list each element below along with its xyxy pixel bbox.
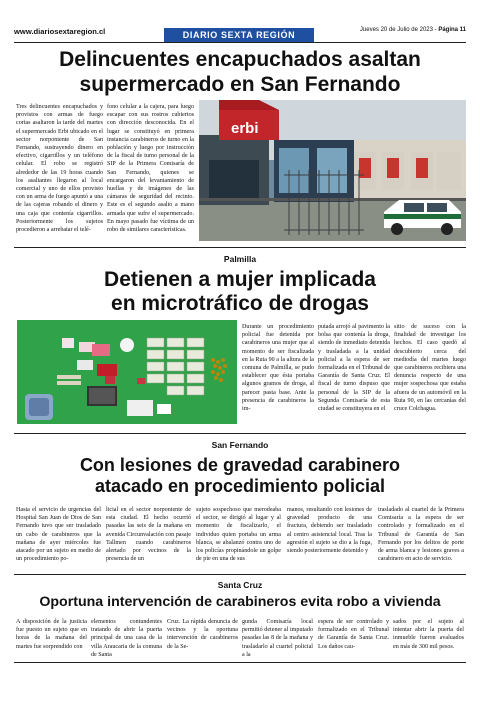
story1-col2: fono celular a la cajera, para luego escapar con sus rostros cubiertos con dirección desconocida. En el lugar se constituyó en primera instancia carabineros de turno en la población y luego por instrucción de la fiscal de turno personal de la SIP de la Primera Comisaría de San Fernando, quienes se encargaron del levantamiento de huellas y de imágenes de las cámaras de seguridad del recinto. Este es el segundo asalto a mano armada que sufre el supermercado. En mayo pasado fue víctima de un robo de similares características. <box>107 104 194 234</box>
masthead <box>14 24 466 42</box>
story4-col6: sados por el sujeto al intentar abrir la puerta del inmueble fueron avaluados en más de 300 mil pesos. <box>393 619 464 650</box>
seized-drugs-photo <box>17 320 237 424</box>
story2-col3: sitio de suceso con la finalidad de investigar los hechos. El caso quedó al descubierto cerca del mediodía del martes luego que carabineros recibiera una denuncia respecto de una mujer sospechosa que estaba afuera de un automóvil en la Ruta 90, en las cercanías del cruce Colchagua. <box>394 324 466 413</box>
story4-col2: elementos contundentes tratando de abrir la puerta principal de una casa de la villa Araucaria de la comuna de Santa <box>91 619 162 658</box>
page-number: Página 11 <box>438 27 466 33</box>
supermarket-photo <box>199 100 466 241</box>
story2-kicker: Palmilla <box>223 254 257 264</box>
story3-headline-line2: atacado en procedimiento policial <box>94 476 386 496</box>
story3-col2: licial en el sector norponiente de esta ciudad. El hecho ocurrió pasadas las seis de la mañana en avenida Circunvalación con pasaje Tallmen cuando carabineros alertado por vecinos de la presencia de un <box>106 507 191 563</box>
story4-col4: gunda Comisaría local permitió detener al imputado pasadas las 8 de la mañana y trasladarlo al cuartel policial a la <box>242 619 313 658</box>
story4-col5: espera de ser controlado y formalizado en el Tribunal de Garantía de Santa Cruz. Los daños cau- <box>318 619 389 650</box>
story1-headline-line2: supermercado en San Fernando <box>79 73 401 96</box>
masthead-rule <box>14 42 466 43</box>
story2-col1: Durante un procedimiento policial fue detenida por carabineros una mujer que al momento de ser fiscalizada en la Ruta 90 a la altura de la comuna de Palmilla, se pudo establecer que ésta portaba algunos gramos de droga, al parecer pasta base. Ante la presencia de carabineros la im- <box>242 324 314 413</box>
story3-kicker: San Fernando <box>211 440 269 450</box>
story2-rule <box>14 433 466 434</box>
seized-drugs-graphic <box>17 320 237 424</box>
bottom-rule <box>14 662 466 663</box>
story4-headline: Oportuna intervención de carabineros evita robo a vivienda <box>39 594 441 610</box>
story4-col3: Cruz. La rápida denuncia de vecinos y la oportuna intervención de carabineros de la Se- <box>167 619 238 650</box>
story3-headline-line1: Con lesiones de gravedad carabinero <box>79 455 401 475</box>
issue-date-text: Jueves 20 de Julio de 2023 - <box>359 27 437 33</box>
story4-kicker: Santa Cruz <box>217 580 263 590</box>
story3-rule <box>14 574 466 575</box>
story3-col1: Hasta el servicio de urgencias del Hospital San Juan de Dios de San Fernando tuvo que ser trasladado un cabo de carabineros que la mañana de ayer miércoles fue atacado por un sujeto en medio de un procedimiento po- <box>16 507 101 563</box>
story2-headline-line1: Detienen a mujer implicada <box>104 268 376 291</box>
story1-rule <box>14 247 466 248</box>
story2-col2: putada arrojó al pavimento la bolsa que contenía la droga, siendo de inmediato detenida y trasladada a la unidad policial a la espera de ser formalizada en el Tribunal de Garantía de Santa Cruz. El fiscal de turno dispuso que personal de la SIP de la Segunda Comisaría de esta ciudad se constituyera en el <box>318 324 390 413</box>
story3-col4: manos, resultando con lesiones de gravedad producto de una fractura, debiendo ser trasladado al centro asistencial local. Tras la agresión el sujeto se dio a la fuga, siendo posteriormente detenido y <box>287 507 372 555</box>
story3-col3: sujeto sospechoso que merodeaba el sector, se dirigió al lugar y al momento de fiscalizarlo, el individuo quien portaba un arma blanca, se abalanzó contra uno de los policías propinándole un golpe de pie en una de sus <box>196 507 281 563</box>
story4-col1: A disposición de la justicia fue puesto un sujeto que en horas de la mañana del martes fue sorprendido con <box>16 619 87 650</box>
story1-headline-line1: Delincuentes encapuchados asaltan <box>59 48 421 71</box>
issue-date <box>360 27 466 33</box>
newspaper-banner: DIARIO SEXTA REGIÓN <box>164 28 314 42</box>
supermarket-photo-graphic <box>199 100 466 241</box>
story1-headline <box>14 47 466 97</box>
store-sign-text: erbi <box>231 120 259 137</box>
story3-headline <box>14 455 466 497</box>
site-url[interactable]: www.diariosextaregion.cl <box>14 27 106 36</box>
story3-col5: trasladado al cuartel de la Primera Comisaría a la espera de ser controlado y formalizado en el Tribunal de Garantía de San Fernando por los delitos de porte de arma blanca y lesiones graves a carabinero en acto de servicio. <box>378 507 464 563</box>
story2-headline <box>14 268 466 316</box>
story2-headline-line2: en microtráfico de drogas <box>111 292 369 315</box>
story1-col1: Tres delincuentes encapuchados y provistos con armas de fuego cortas asaltaron la tarde del martes el supermercado Erbi ubicado en el sector norponiente de San Fernando, sustrayendo dinero en efectivo, cigarrillos y un teléfono celular. El robo se registró alrededor de las 19 horas cuando los asaltantes llegaron al local comercial y uno de ellos provisto con un arma de fuego apuntó a una de las cajeras robando el dinero y una caja que contenía cigarrillos. Posteriormente los sujetos procedieron a arrebatar el telé- <box>16 104 103 234</box>
